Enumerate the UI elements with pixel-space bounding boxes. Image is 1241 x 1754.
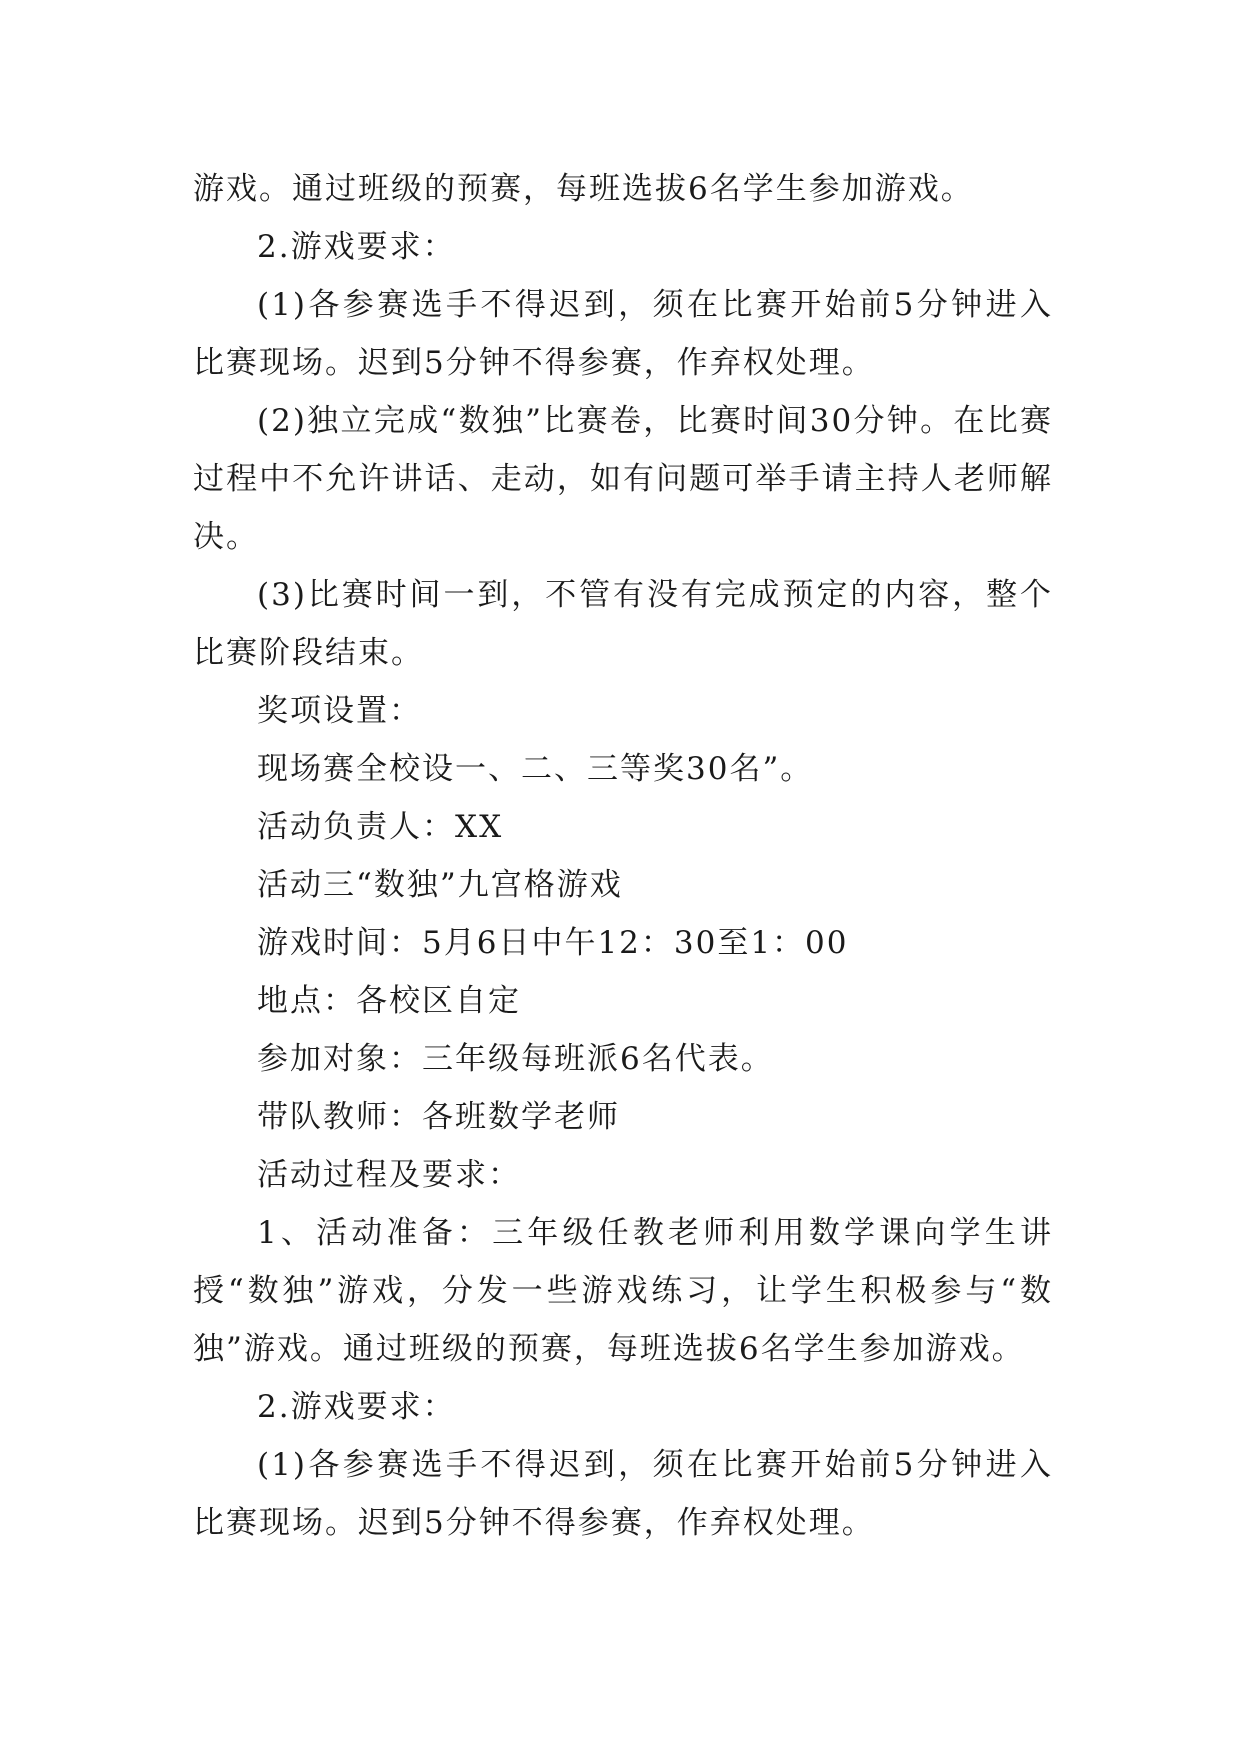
paragraph-teachers: 带队教师：各班数学老师 xyxy=(257,1099,620,1135)
paragraph-rule-2: (2)独立完成“数独”比赛卷，比赛时间30分钟。在比赛过程中不允许讲话、走动，如有问题可举手请主持人老师解决。 xyxy=(193,403,1053,555)
paragraph-rule-3: (3)比赛时间一到，不管有没有完成预定的内容，整个比赛阶段结束。 xyxy=(193,577,1053,671)
paragraph-game-time: 游戏时间：5月6日中午12：30至1：00 xyxy=(257,925,849,961)
paragraph-game-requirements-heading: 2.游戏要求： xyxy=(257,229,456,265)
paragraph-awards-heading: 奖项设置： xyxy=(257,693,422,729)
paragraph-game-requirements-heading-2: 2.游戏要求： xyxy=(257,1389,456,1425)
paragraph-process-heading: 活动过程及要求： xyxy=(257,1157,521,1193)
paragraph-preparation: 1、活动准备：三年级任教老师利用数学课向学生讲授“数独”游戏，分发一些游戏练习，让学生积极参与“数独”游戏。通过班级的预赛，每班选拔6名学生参加游戏。 xyxy=(193,1215,1053,1367)
paragraph-location: 地点：各校区自定 xyxy=(257,983,521,1019)
paragraph-continuation: 游戏。通过班级的预赛，每班选拔6名学生参加游戏。 xyxy=(193,171,974,207)
paragraph-rule-1-repeat: (1)各参赛选手不得迟到，须在比赛开始前5分钟进入比赛现场。迟到5分钟不得参赛，作弃权处理。 xyxy=(193,1447,1053,1541)
paragraph-organizer: 活动负责人：XX xyxy=(257,809,504,845)
paragraph-awards: 现场赛全校设一、二、三等奖30名”。 xyxy=(257,751,814,787)
document-body xyxy=(193,160,1053,1552)
paragraph-rule-1: (1)各参赛选手不得迟到，须在比赛开始前5分钟进入比赛现场。迟到5分钟不得参赛，作弃权处理。 xyxy=(193,287,1053,381)
paragraph-activity-three-title: 活动三“数独”九宫格游戏 xyxy=(257,867,623,903)
paragraph-participants: 参加对象：三年级每班派6名代表。 xyxy=(257,1041,774,1077)
